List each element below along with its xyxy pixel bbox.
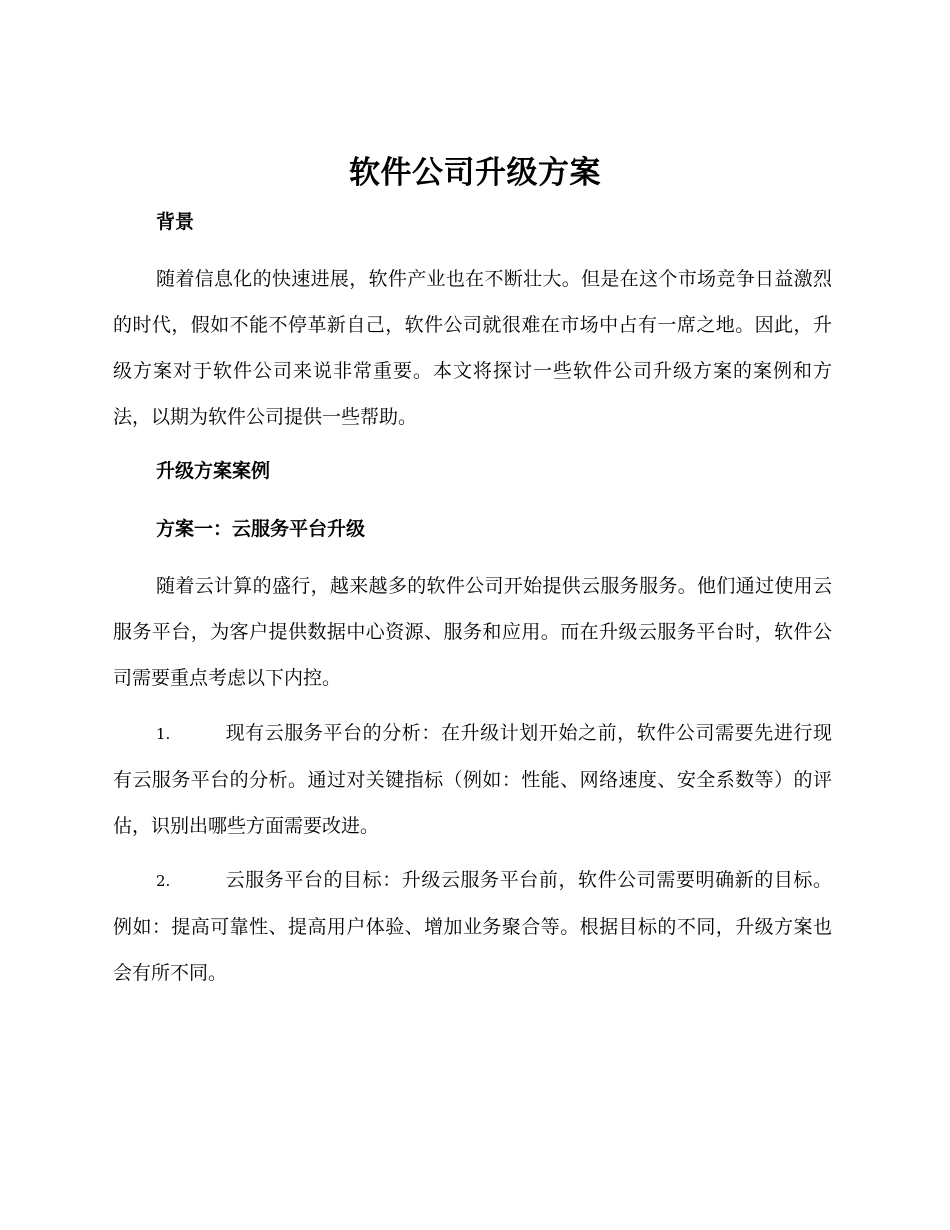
list-item-number: 1. [156,725,171,743]
list-item [113,857,832,996]
list-item-text: 现有云服务平台的分析：在升级计划开始之前，软件公司需要先进行现有云服务平台的分析。通过对关键指标（例如：性能、网络速度、安全系数等）的评估，识别出哪些方面需要改进。 [113,722,832,837]
list-item [113,710,832,849]
background-heading: 背景 [156,211,195,233]
background-paragraph: 随着信息化的快速进展，软件产业也在不断壮大。但是在这个市场竞争日益激烈的时代，假如不能不停革新自己，软件公司就很难在市场中占有一席之地。因此，升级方案对于软件公司来说非常重要。本文将探讨一些软件公司升级方案的案例和方法，以期为软件公司提供一些帮助。 [113,268,832,428]
cases-heading: 升级方案案例 [156,460,271,482]
case1-heading: 方案一：云服务平台升级 [156,518,366,540]
case1-paragraph: 随着云计算的盛行，越来越多的软件公司开始提供云服务服务。他们通过使用云服务平台，为客户提供数据中心资源、服务和应用。而在升级云服务平台时，软件公司需要重点考虑以下内控。 [113,575,832,689]
list-item-number: 2. [156,872,171,890]
document-title: 软件公司升级方案 [349,155,601,191]
list-item-text: 云服务平台的目标：升级云服务平台前，软件公司需要明确新的目标。例如：提高可靠性、提高用户体验、增加业务聚合等。根据目标的不同，升级方案也会有所不同。 [113,869,832,984]
